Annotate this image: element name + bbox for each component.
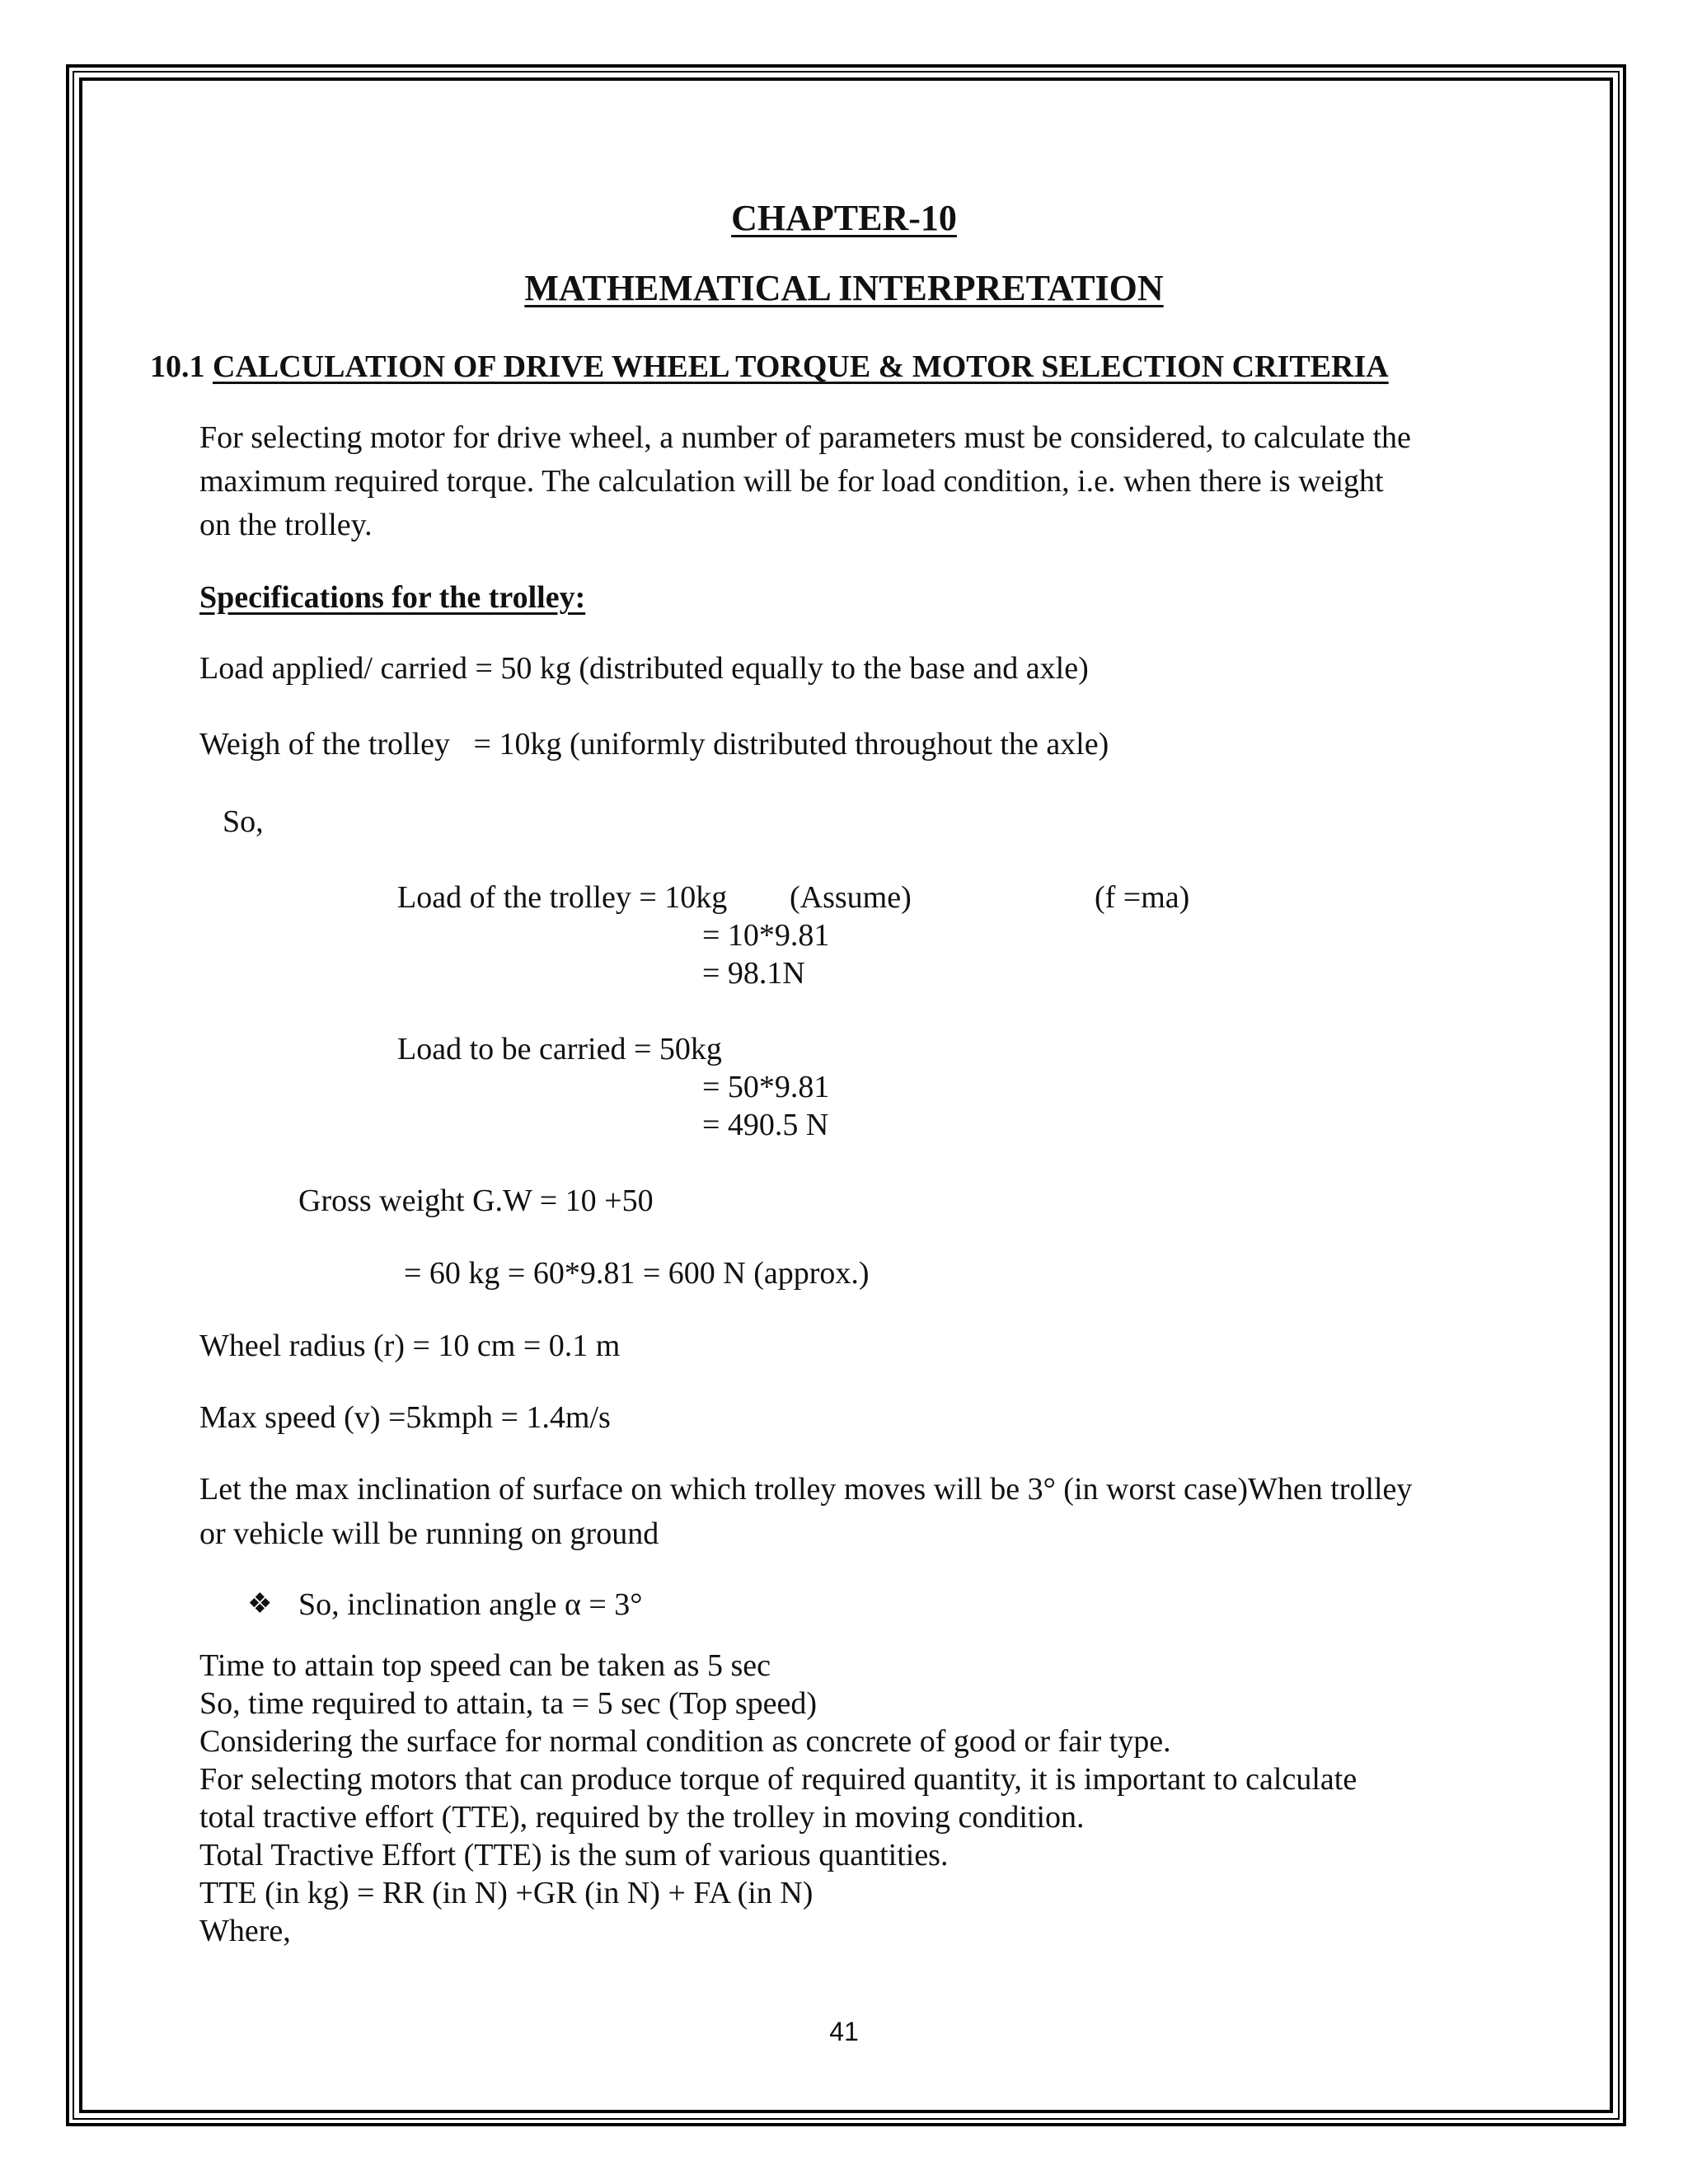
section-number: 10.1 <box>150 349 205 384</box>
so-label: So, <box>223 804 264 839</box>
chapter-title: MATHEMATICAL INTERPRETATION <box>524 268 1164 308</box>
trolley-load-line-2: = 10*9.81 <box>702 918 830 953</box>
gross-weight-line-2: = 60 kg = 60*9.81 = 600 N (approx.) <box>404 1256 870 1291</box>
inclination-line-1: Let the max inclination of surface on which trolley moves will be 3° (in worst case)When trolley <box>199 1472 1413 1507</box>
trolley-load-line-3: = 98.1N <box>702 956 805 991</box>
trolley-weight-line: Weigh of the trolley = 10kg (uniformly distributed throughout the axle) <box>199 727 1109 762</box>
trolley-load-line-1: Load of the trolley = 10kg <box>397 880 728 915</box>
inclination-line-2: or vehicle will be running on ground <box>199 1516 659 1551</box>
wheel-radius-line: Wheel radius (r) = 10 cm = 0.1 m <box>199 1329 621 1363</box>
max-speed-line: Max speed (v) =5kmph = 1.4m/s <box>199 1400 611 1435</box>
body-line-8: Where, <box>199 1914 291 1948</box>
carried-load-line-1: Load to be carried = 50kg <box>397 1032 722 1066</box>
section-heading <box>150 348 1389 386</box>
trolley-load-formula: (f =ma) <box>1095 880 1190 915</box>
gross-weight-line-1: Gross weight G.W = 10 +50 <box>298 1183 654 1218</box>
carried-load-line-3: = 490.5 N <box>702 1108 829 1142</box>
intro-line-2: maximum required torque. The calculation will be for load condition, i.e. when there is weight <box>199 464 1384 499</box>
carried-load-line-2: = 50*9.81 <box>702 1070 830 1104</box>
body-line-4: For selecting motors that can produce torque of required quantity, it is important to calculate <box>199 1762 1357 1797</box>
load-applied-line: Load applied/ carried = 50 kg (distributed equally to the base and axle) <box>199 651 1089 686</box>
specifications-heading: Specifications for the trolley: <box>199 580 586 615</box>
inclination-angle-line: So, inclination angle α = 3° <box>298 1587 643 1622</box>
page-number: 41 <box>829 2017 859 2046</box>
body-line-3: Considering the surface for normal condition as concrete of good or fair type. <box>199 1724 1171 1759</box>
body-line-7: TTE (in kg) = RR (in N) +GR (in N) + FA (in N) <box>199 1876 814 1910</box>
section-title: CALCULATION OF DRIVE WHEEL TORQUE & MOTOR SELECTION CRITERIA <box>213 349 1389 384</box>
body-line-2: So, time required to attain, ta = 5 sec (Top speed) <box>199 1686 817 1721</box>
intro-line-1: For selecting motor for drive wheel, a number of parameters must be considered, to calculate the <box>199 420 1411 455</box>
body-line-6: Total Tractive Effort (TTE) is the sum of various quantities. <box>199 1838 949 1872</box>
trolley-load-assume: (Assume) <box>790 880 912 915</box>
chapter-label: CHAPTER-10 <box>731 198 957 238</box>
body-line-5: total tractive effort (TTE), required by the trolley in moving condition. <box>199 1800 1085 1835</box>
intro-line-3: on the trolley. <box>199 508 373 542</box>
body-line-1: Time to attain top speed can be taken as 5 sec <box>199 1648 771 1683</box>
diamond-bullet-icon: ❖ <box>247 1589 273 1619</box>
